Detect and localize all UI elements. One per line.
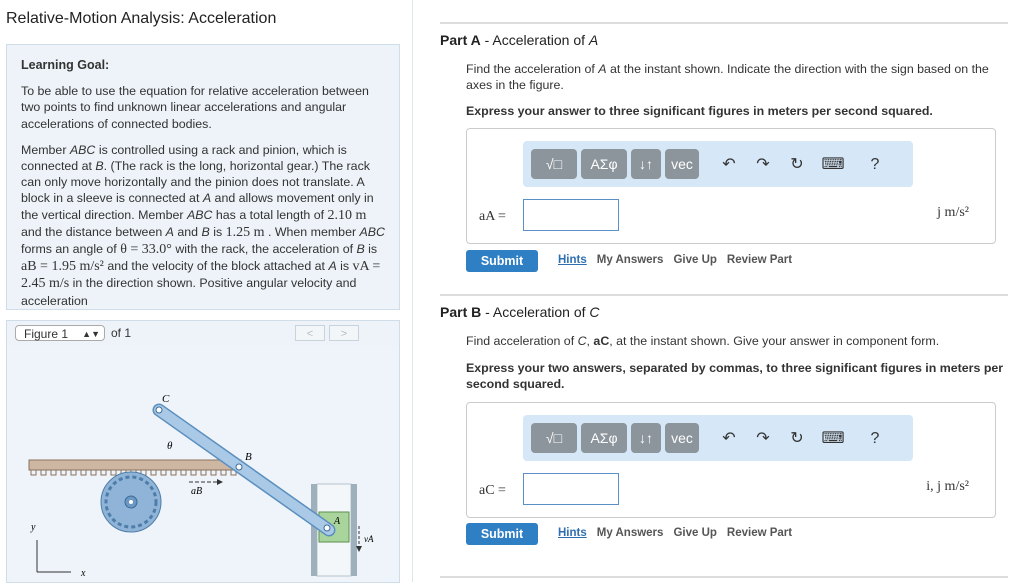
part-b-title: Part B - Acceleration of C [440, 304, 600, 320]
part-b-format: Express your two answers, separated by commas, to three significant figures in meters per second squared. [466, 361, 1004, 391]
label-b: B [245, 451, 252, 463]
label-ab: aB [191, 486, 203, 497]
help-icon[interactable]: ? [870, 430, 880, 447]
learning-goal-text: To be able to use the equation for relative acceleration between two points to find unknown linear accelerations and angular accelerations of connected bodies. [21, 84, 369, 131]
rack [29, 460, 241, 470]
part-b-unit: i, j m/s² [926, 479, 969, 494]
part-a-title: Part A - Acceleration of A [440, 32, 599, 48]
label-va: vA [364, 534, 374, 544]
learning-goal-box [6, 44, 400, 310]
label-y: y [31, 522, 36, 533]
page-title: Relative-Motion Analysis: Acceleration [6, 10, 277, 27]
pinion-gear [101, 472, 161, 532]
part-a-hints-link[interactable]: Hints [558, 254, 587, 266]
templates-button[interactable]: √□ [531, 149, 577, 179]
part-b-answer-box [466, 402, 996, 518]
figure-toolbar [6, 320, 400, 348]
label-theta: θ [167, 440, 173, 452]
part-b-hints-link[interactable]: Hints [558, 527, 587, 539]
undo-icon[interactable]: ↶ [722, 156, 736, 173]
vec-button[interactable]: vec [665, 149, 699, 179]
arrows-button[interactable]: ↓↑ [631, 149, 661, 179]
problem-statement: Member ABC is controlled using a rack and pinion, which is connected at B. (The rack is the long, horizontal gear.) The rack can only move horizontally and the pinion does not translate. A block in a sleeve is connected at A and allows movement only in the vertical direction. Member ABC has a total length of 2.10 m and the distance between A and B is 1.25 m . When member ABC forms an angle of θ = 33.0° with the rack, the acceleration of B is aB = 1.95 m/s² and the velocity of the block attached at A is vA = 2.45 m/s in the direction shown. Positive angular velocity and acceleration [21, 142, 386, 308]
greek-button[interactable]: ΑΣφ [581, 149, 627, 179]
part-b-give-up-link[interactable]: Give Up [673, 527, 717, 539]
keyboard-icon[interactable]: ⌨ [821, 430, 845, 447]
part-b-my-answers-link[interactable]: My Answers [596, 527, 664, 539]
part-b-links [558, 527, 802, 539]
figure-count: of 1 [111, 326, 132, 340]
part-a-answer-box [466, 128, 996, 244]
arrows-button[interactable]: ↓↑ [631, 423, 661, 453]
part-b-submit-button[interactable]: Submit [466, 523, 538, 545]
label-a: A [334, 516, 341, 527]
part-a-links [558, 254, 802, 266]
part-a-instructions: Find the acceleration of A at the instant shown. Indicate the direction with the sign based on the axes in the figure. [466, 62, 989, 92]
part-b-equation-toolbar [523, 415, 913, 461]
label-c: C [162, 393, 170, 405]
keyboard-icon[interactable]: ⌨ [821, 156, 845, 173]
label-x: x [81, 568, 86, 579]
part-a-submit-button[interactable]: Submit [466, 250, 538, 272]
part-b-answer-input[interactable] [523, 473, 619, 505]
redo-icon[interactable]: ↷ [756, 430, 770, 447]
part-a-my-answers-link[interactable]: My Answers [596, 254, 664, 266]
divider [440, 576, 1008, 578]
part-a-answer-input[interactable] [523, 199, 619, 231]
reset-icon[interactable]: ↻ [790, 430, 804, 447]
templates-button[interactable]: √□ [531, 423, 577, 453]
divider [440, 22, 1008, 24]
part-a-answer-label: aA = [479, 209, 506, 224]
next-figure-button[interactable]: > [329, 325, 359, 341]
learning-goal-heading: Learning Goal: [21, 58, 110, 72]
part-a-unit: j m/s² [937, 205, 969, 220]
figure-select[interactable]: Figure 1 ▲▼ [15, 325, 105, 341]
prev-figure-button[interactable]: < [295, 325, 325, 341]
mechanism-diagram [7, 346, 399, 582]
part-b-answer-label: aC = [479, 483, 506, 498]
part-a-equation-toolbar [523, 141, 913, 187]
part-b-instructions: Find acceleration of C, aC, at the instant shown. Give your answer in component form. [466, 334, 940, 348]
reset-icon[interactable]: ↻ [790, 156, 804, 173]
redo-icon[interactable]: ↷ [756, 156, 770, 173]
undo-icon[interactable]: ↶ [722, 430, 736, 447]
right-panel [440, 0, 1008, 582]
help-icon[interactable]: ? [870, 156, 880, 173]
left-panel [0, 0, 413, 582]
part-a-review-link[interactable]: Review Part [726, 254, 793, 266]
part-b-review-link[interactable]: Review Part [726, 527, 793, 539]
part-a-give-up-link[interactable]: Give Up [673, 254, 717, 266]
part-a-format: Express your answer to three significant figures in meters per second squared. [466, 104, 933, 118]
updown-arrows-icon: ▲▼ [82, 329, 100, 339]
divider [440, 294, 1008, 296]
vec-button[interactable]: vec [665, 423, 699, 453]
figure-area [6, 346, 400, 583]
greek-button[interactable]: ΑΣφ [581, 423, 627, 453]
